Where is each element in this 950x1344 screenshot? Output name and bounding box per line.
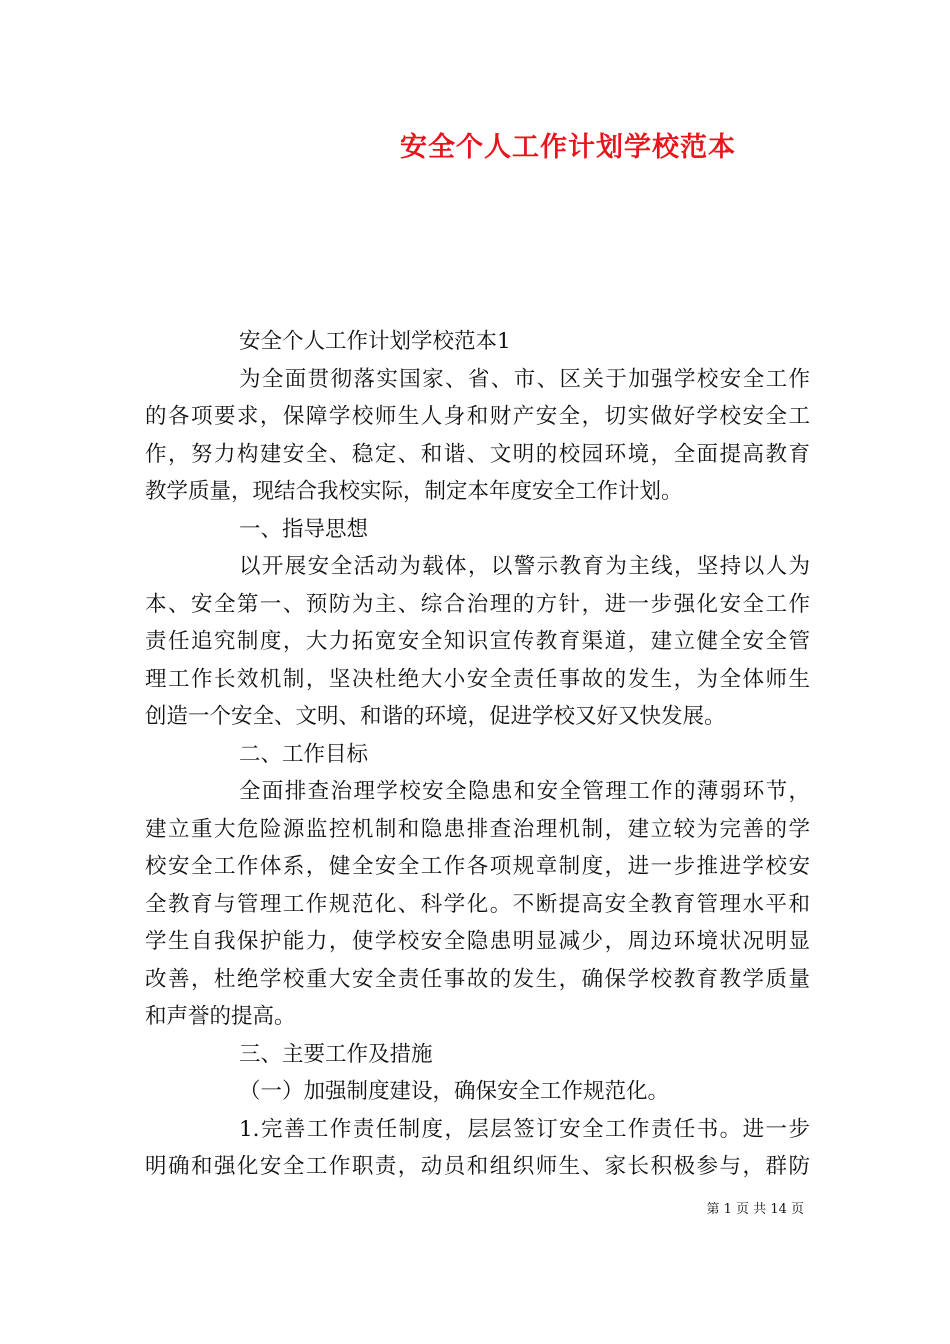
body-line: 教学质量，现结合我校实际，制定本年度安全工作计划。	[145, 479, 683, 504]
page-footer: 第 1 页 共 14 页	[706, 1202, 804, 1217]
body-line: 校安全工作体系，健全安全工作各项规章制度，进一步推进学校安	[145, 854, 810, 879]
document-body	[145, 323, 810, 1186]
body-line: 一、指导思想	[239, 516, 369, 542]
document-title: 安全个人工作计划学校范本	[400, 132, 736, 163]
body-line: 全教育与管理工作规范化、科学化。不断提高安全教育管理水平和	[145, 891, 810, 917]
body-line: 安全个人工作计划学校范本1	[239, 329, 511, 354]
body-line: 1.完善工作责任制度，层层签订安全工作责任书。进一步	[239, 1116, 810, 1142]
body-line: 创造一个安全、文明、和谐的环境，促进学校又好又快发展。	[145, 704, 726, 729]
body-line: （一）加强制度建设，确保安全工作规范化。	[239, 1079, 670, 1104]
body-line: 学生自我保护能力，使学校安全隐患明显减少，周边环境状况明显	[145, 929, 810, 954]
body-line: 改善，杜绝学校重大安全责任事故的发生，确保学校教育教学质量	[145, 966, 810, 992]
body-line: 以开展安全活动为载体，以警示教育为主线，坚持以人为	[239, 554, 810, 579]
body-line: 明确和强化安全工作职责，动员和组织师生、家长积极参与，群防	[145, 1154, 810, 1179]
body-line: 为全面贯彻落实国家、省、市、区关于加强学校安全工作	[239, 366, 810, 392]
body-line: 责任追究制度，大力拓宽安全知识宣传教育渠道，建立健全安全管	[145, 629, 810, 654]
body-line: 二、工作目标	[239, 741, 369, 767]
body-line: 建立重大危险源监控机制和隐患排查治理机制，建立较为完善的学	[145, 816, 810, 842]
body-line: 的各项要求，保障学校师生人身和财产安全，切实做好学校安全工	[145, 404, 810, 429]
body-line: 作，努力构建安全、稳定、和谐、文明的校园环境，全面提高教育	[145, 441, 810, 467]
body-line: 本、安全第一、预防为主、综合治理的方针，进一步强化安全工作	[145, 591, 810, 617]
body-line: 理工作长效机制，坚决杜绝大小安全责任事故的发生，为全体师生	[145, 666, 810, 692]
body-line: 三、主要工作及措施	[239, 1041, 433, 1067]
body-line: 全面排查治理学校安全隐患和安全管理工作的薄弱环节，	[239, 779, 810, 804]
body-line: 和声誉的提高。	[145, 1004, 296, 1029]
